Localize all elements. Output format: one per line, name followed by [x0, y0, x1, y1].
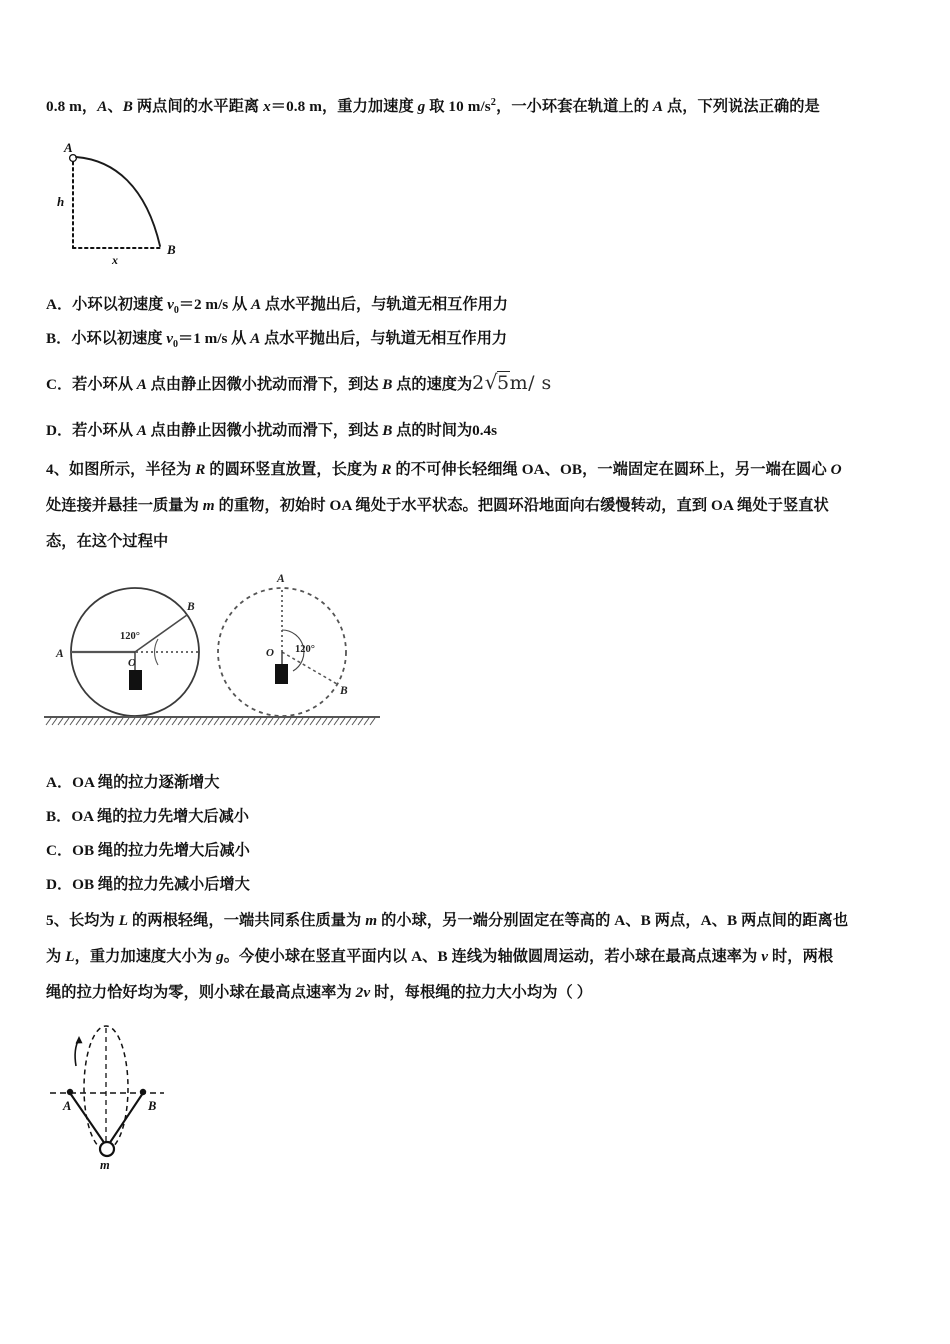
option-text: ＝1 m/s 从 [178, 330, 251, 347]
variable-b: B [122, 98, 133, 116]
point-a: A [136, 422, 147, 439]
variable-m: m [365, 912, 378, 929]
stem-part: 0.8 m， [46, 98, 98, 116]
option-b-q4 [46, 805, 249, 826]
svg-text:A: A [277, 573, 285, 585]
stem-part: 的两根轻绳，一端共同系住质量为 [128, 912, 366, 929]
stem-part: 的小球，另一端分别固定在等高的 A、B 两点，A、B 两点间的距离也 [377, 912, 849, 929]
variable-l: L [118, 912, 129, 929]
option-key: C． [46, 376, 73, 393]
svg-text:B: B [148, 1099, 157, 1113]
stem-part: 的圆环竖直放置，长度为 [205, 461, 382, 478]
option-c-q4 [46, 839, 250, 860]
question-4-stem-line-3: 态，在这个过程中 [46, 533, 169, 550]
question-3-stem-line [46, 92, 926, 118]
option-text: 点水平抛出后，与轨道无相互作用力 [261, 296, 508, 313]
stem-part: 的重物，初始时 OA 绳处于水平状态。把圆环沿地面向右缓慢转动，直到 OA 绳处于竖直状 [214, 497, 829, 514]
stem-part: 为 [46, 948, 66, 965]
option-d-q3 [46, 419, 497, 440]
stem-part: 点，下列说法正确的是 [663, 98, 820, 116]
svg-text:A: A [64, 140, 73, 155]
option-text: 小环以初速度 [72, 296, 168, 313]
variable-r2: R [381, 461, 392, 478]
point-b: B [382, 376, 393, 393]
stem-part: ，一小环套在轨道上的 [496, 98, 653, 116]
option-text: OB 绳的拉力先增大后减小 [72, 842, 250, 859]
variable-v: v [166, 330, 173, 347]
option-text: 若小环从 [72, 376, 137, 393]
point-a: A [250, 296, 262, 313]
projectile-track-figure [48, 136, 233, 268]
option-text: OA 绳的拉力逐渐增大 [72, 774, 220, 791]
option-b-q3 [46, 327, 507, 350]
stem-part: 。今使小球在竖直平面内以 A、B 连线为轴做圆周运动，若小球在最高点速率为 [223, 948, 762, 965]
question-5-stem-line-1 [46, 910, 848, 932]
question-4-stem-line-2 [46, 495, 829, 517]
svg-text:h: h [57, 194, 65, 209]
option-text: 点的速度为 [392, 376, 473, 393]
variable-v: v [761, 948, 769, 965]
radicand: 5 [496, 372, 510, 394]
option-text: 点由静止因微小扰动而滑下，到达 [146, 422, 383, 439]
option-key: D． [46, 422, 73, 439]
svg-text:B: B [187, 601, 195, 613]
option-key: A． [46, 774, 73, 791]
stem-part: 的不可伸长轻细绳 OA、OB，一端固定在圆环上，另一端在圆心 [391, 461, 831, 478]
variable-g: g [417, 98, 426, 116]
variable-2v: 2v [355, 984, 371, 1001]
svg-text:O: O [128, 657, 136, 669]
option-key: B． [46, 808, 72, 825]
variable-o: O [830, 461, 842, 478]
stem-part: 绳的拉力恰好均为零，则小球在最高点速率为 [46, 984, 356, 1001]
option-text: OB 绳的拉力先减小后增大 [72, 876, 250, 893]
stem-part: 取 10 m/s [425, 98, 491, 116]
stem-part: 时，两根 [768, 948, 834, 965]
option-text: 点由静止因微小扰动而滑下，到达 [146, 376, 383, 393]
stem-part: 两点间的水平距离 [133, 98, 264, 116]
svg-text:A: A [63, 1099, 72, 1113]
option-text: 若小环从 [72, 422, 137, 439]
option-text: 点水平抛出后，与轨道无相互作用力 [260, 330, 508, 347]
question-5-stem-line-2 [46, 946, 833, 968]
variable-g: g [216, 948, 224, 965]
option-key: B． [46, 330, 72, 347]
math-coefficient: 2 [472, 372, 485, 394]
stem-part: 4、如图所示，半径为 [46, 461, 196, 478]
svg-text:O: O [266, 647, 274, 659]
svg-text:m: m [100, 1158, 110, 1172]
point-a: A [250, 330, 261, 347]
stem-part: ＝0.8 m，重力加速度 [270, 98, 418, 116]
variable-r: R [195, 461, 206, 478]
two-ropes-ball-figure [44, 1016, 224, 1174]
variable-x: x [263, 98, 271, 116]
variable-v: v [167, 296, 174, 313]
question-4-stem-line-1 [46, 459, 842, 481]
svg-text:B: B [340, 685, 348, 697]
point-b: B [382, 422, 393, 439]
option-d-q4 [46, 873, 250, 894]
variable-m: m [202, 497, 215, 514]
option-key: C． [46, 842, 73, 859]
variable-v-subscript: 0 [173, 339, 179, 351]
option-text: OA 绳的拉力先增大后减小 [71, 808, 249, 825]
stem-part: 5、长均为 [46, 912, 119, 929]
svg-text:120°: 120° [120, 631, 140, 642]
option-a-q4 [46, 771, 219, 792]
stem-part: 、 [107, 98, 123, 116]
math-unit: m/ s [509, 372, 552, 394]
option-text: ＝2 m/s 从 [178, 296, 251, 313]
stem-part: 处连接并悬挂一质量为 [46, 497, 203, 514]
question-5-stem-line-3 [46, 982, 592, 1004]
radical-sign: √ [484, 370, 498, 394]
option-key: D． [46, 876, 73, 893]
superscript-2: 2 [490, 97, 497, 108]
variable-a2: A [652, 98, 664, 116]
variable-l: L [65, 948, 75, 965]
variable-v-subscript: 0 [173, 305, 179, 317]
variable-a: A [97, 98, 108, 116]
option-c-q3 [46, 370, 552, 394]
svg-text:A: A [56, 648, 64, 660]
stem-part: 时，每根绳的拉力大小均为（ ） [370, 984, 593, 1001]
option-a-q3 [46, 293, 508, 316]
option-text: 点的时间为0.4s [392, 422, 498, 439]
option-text: 小环以初速度 [71, 330, 167, 347]
rotating-ring-figure [40, 560, 385, 735]
point-a: A [136, 376, 147, 393]
math-expression-speed [472, 372, 552, 394]
svg-text:B: B [167, 242, 176, 257]
svg-text:120°: 120° [295, 644, 315, 655]
stem-part: ，重力加速度大小为 [74, 948, 217, 965]
svg-text:x: x [112, 253, 118, 267]
option-key: A． [46, 296, 73, 313]
